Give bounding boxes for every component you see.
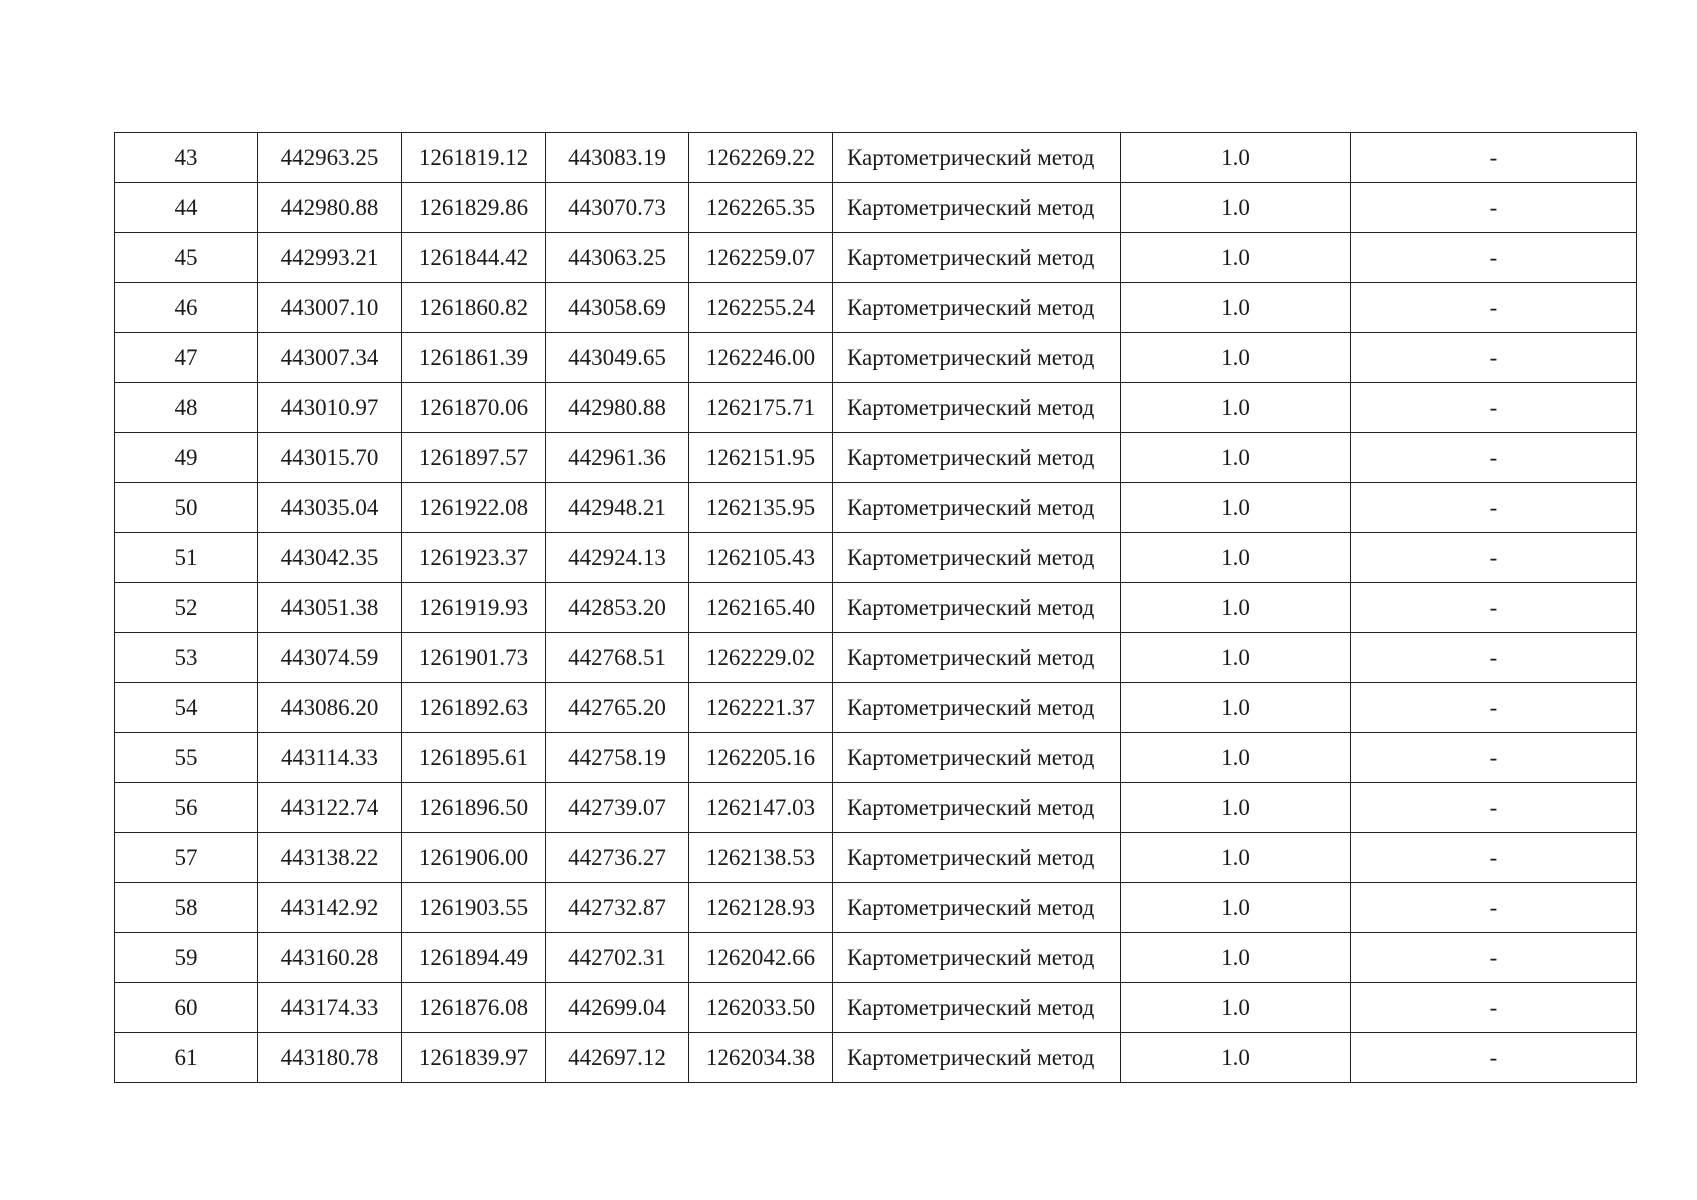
method-cell: Картометрический метод xyxy=(833,733,1121,783)
existing-x-cell: 443015.70 xyxy=(258,433,402,483)
table-row xyxy=(115,733,1637,783)
new-y-cell: 1262033.50 xyxy=(689,983,833,1033)
coordinates-table-body xyxy=(115,133,1637,1083)
accuracy-cell: 1.0 xyxy=(1121,283,1351,333)
new-x-cell: 442739.07 xyxy=(546,783,689,833)
existing-x-cell: 443114.33 xyxy=(258,733,402,783)
method-cell: Картометрический метод xyxy=(833,433,1121,483)
table-row xyxy=(115,983,1637,1033)
description-cell: - xyxy=(1351,533,1637,583)
new-x-cell: 442702.31 xyxy=(546,933,689,983)
table-row xyxy=(115,833,1637,883)
accuracy-cell: 1.0 xyxy=(1121,1033,1351,1083)
accuracy-cell: 1.0 xyxy=(1121,183,1351,233)
method-cell: Картометрический метод xyxy=(833,583,1121,633)
method-cell: Картометрический метод xyxy=(833,833,1121,883)
existing-y-cell: 1261901.73 xyxy=(402,633,546,683)
table-row xyxy=(115,683,1637,733)
existing-y-cell: 1261906.00 xyxy=(402,833,546,883)
accuracy-cell: 1.0 xyxy=(1121,783,1351,833)
point-number-cell: 47 xyxy=(115,333,258,383)
method-cell: Картометрический метод xyxy=(833,883,1121,933)
method-cell: Картометрический метод xyxy=(833,133,1121,183)
existing-y-cell: 1261922.08 xyxy=(402,483,546,533)
accuracy-cell: 1.0 xyxy=(1121,683,1351,733)
table-row xyxy=(115,783,1637,833)
description-cell: - xyxy=(1351,883,1637,933)
existing-y-cell: 1261839.97 xyxy=(402,1033,546,1083)
existing-x-cell: 443007.34 xyxy=(258,333,402,383)
existing-x-cell: 443122.74 xyxy=(258,783,402,833)
point-number-cell: 60 xyxy=(115,983,258,1033)
description-cell: - xyxy=(1351,383,1637,433)
existing-y-cell: 1261897.57 xyxy=(402,433,546,483)
existing-x-cell: 443142.92 xyxy=(258,883,402,933)
new-x-cell: 443049.65 xyxy=(546,333,689,383)
new-y-cell: 1262259.07 xyxy=(689,233,833,283)
method-cell: Картометрический метод xyxy=(833,283,1121,333)
description-cell: - xyxy=(1351,183,1637,233)
existing-y-cell: 1261923.37 xyxy=(402,533,546,583)
existing-x-cell: 443074.59 xyxy=(258,633,402,683)
method-cell: Картометрический метод xyxy=(833,1033,1121,1083)
description-cell: - xyxy=(1351,1033,1637,1083)
accuracy-cell: 1.0 xyxy=(1121,383,1351,433)
method-cell: Картометрический метод xyxy=(833,483,1121,533)
accuracy-cell: 1.0 xyxy=(1121,633,1351,683)
table-row xyxy=(115,633,1637,683)
new-y-cell: 1262229.02 xyxy=(689,633,833,683)
table-row xyxy=(115,383,1637,433)
existing-x-cell: 443138.22 xyxy=(258,833,402,883)
point-number-cell: 48 xyxy=(115,383,258,433)
table-row xyxy=(115,333,1637,383)
description-cell: - xyxy=(1351,283,1637,333)
existing-x-cell: 442980.88 xyxy=(258,183,402,233)
new-x-cell: 443070.73 xyxy=(546,183,689,233)
existing-x-cell: 443051.38 xyxy=(258,583,402,633)
existing-y-cell: 1261894.49 xyxy=(402,933,546,983)
new-y-cell: 1262269.22 xyxy=(689,133,833,183)
new-x-cell: 442853.20 xyxy=(546,583,689,633)
existing-y-cell: 1261829.86 xyxy=(402,183,546,233)
description-cell: - xyxy=(1351,933,1637,983)
description-cell: - xyxy=(1351,433,1637,483)
new-x-cell: 442699.04 xyxy=(546,983,689,1033)
existing-y-cell: 1261892.63 xyxy=(402,683,546,733)
description-cell: - xyxy=(1351,483,1637,533)
point-number-cell: 50 xyxy=(115,483,258,533)
existing-x-cell: 443160.28 xyxy=(258,933,402,983)
point-number-cell: 58 xyxy=(115,883,258,933)
point-number-cell: 45 xyxy=(115,233,258,283)
existing-x-cell: 443174.33 xyxy=(258,983,402,1033)
accuracy-cell: 1.0 xyxy=(1121,583,1351,633)
new-x-cell: 443063.25 xyxy=(546,233,689,283)
new-x-cell: 442924.13 xyxy=(546,533,689,583)
description-cell: - xyxy=(1351,583,1637,633)
new-x-cell: 442768.51 xyxy=(546,633,689,683)
point-number-cell: 55 xyxy=(115,733,258,783)
accuracy-cell: 1.0 xyxy=(1121,983,1351,1033)
new-x-cell: 442980.88 xyxy=(546,383,689,433)
method-cell: Картометрический метод xyxy=(833,983,1121,1033)
new-y-cell: 1262265.35 xyxy=(689,183,833,233)
existing-y-cell: 1261860.82 xyxy=(402,283,546,333)
accuracy-cell: 1.0 xyxy=(1121,233,1351,283)
point-number-cell: 61 xyxy=(115,1033,258,1083)
description-cell: - xyxy=(1351,833,1637,883)
new-y-cell: 1262135.95 xyxy=(689,483,833,533)
method-cell: Картометрический метод xyxy=(833,633,1121,683)
description-cell: - xyxy=(1351,133,1637,183)
new-y-cell: 1262138.53 xyxy=(689,833,833,883)
new-x-cell: 442697.12 xyxy=(546,1033,689,1083)
coordinates-table xyxy=(114,132,1637,1083)
existing-x-cell: 443042.35 xyxy=(258,533,402,583)
table-row xyxy=(115,133,1637,183)
table-row xyxy=(115,483,1637,533)
method-cell: Картометрический метод xyxy=(833,383,1121,433)
table-row xyxy=(115,283,1637,333)
existing-y-cell: 1261861.39 xyxy=(402,333,546,383)
new-y-cell: 1262175.71 xyxy=(689,383,833,433)
description-cell: - xyxy=(1351,333,1637,383)
accuracy-cell: 1.0 xyxy=(1121,533,1351,583)
method-cell: Картометрический метод xyxy=(833,233,1121,283)
table-row xyxy=(115,533,1637,583)
description-cell: - xyxy=(1351,983,1637,1033)
new-y-cell: 1262042.66 xyxy=(689,933,833,983)
existing-y-cell: 1261819.12 xyxy=(402,133,546,183)
point-number-cell: 52 xyxy=(115,583,258,633)
existing-x-cell: 443035.04 xyxy=(258,483,402,533)
new-x-cell: 443058.69 xyxy=(546,283,689,333)
point-number-cell: 49 xyxy=(115,433,258,483)
table-row xyxy=(115,1033,1637,1083)
accuracy-cell: 1.0 xyxy=(1121,933,1351,983)
table-row xyxy=(115,183,1637,233)
method-cell: Картометрический метод xyxy=(833,333,1121,383)
table-row xyxy=(115,883,1637,933)
accuracy-cell: 1.0 xyxy=(1121,833,1351,883)
method-cell: Картометрический метод xyxy=(833,783,1121,833)
description-cell: - xyxy=(1351,233,1637,283)
point-number-cell: 53 xyxy=(115,633,258,683)
point-number-cell: 43 xyxy=(115,133,258,183)
new-x-cell: 442758.19 xyxy=(546,733,689,783)
existing-y-cell: 1261896.50 xyxy=(402,783,546,833)
point-number-cell: 51 xyxy=(115,533,258,583)
new-y-cell: 1262255.24 xyxy=(689,283,833,333)
new-y-cell: 1262105.43 xyxy=(689,533,833,583)
new-x-cell: 442765.20 xyxy=(546,683,689,733)
point-number-cell: 54 xyxy=(115,683,258,733)
accuracy-cell: 1.0 xyxy=(1121,883,1351,933)
table-row xyxy=(115,433,1637,483)
accuracy-cell: 1.0 xyxy=(1121,483,1351,533)
existing-x-cell: 443010.97 xyxy=(258,383,402,433)
point-number-cell: 46 xyxy=(115,283,258,333)
coordinates-document xyxy=(114,132,1637,1083)
existing-x-cell: 443007.10 xyxy=(258,283,402,333)
new-y-cell: 1262151.95 xyxy=(689,433,833,483)
new-y-cell: 1262034.38 xyxy=(689,1033,833,1083)
new-y-cell: 1262246.00 xyxy=(689,333,833,383)
method-cell: Картометрический метод xyxy=(833,183,1121,233)
existing-y-cell: 1261903.55 xyxy=(402,883,546,933)
new-x-cell: 442961.36 xyxy=(546,433,689,483)
new-x-cell: 443083.19 xyxy=(546,133,689,183)
point-number-cell: 59 xyxy=(115,933,258,983)
description-cell: - xyxy=(1351,783,1637,833)
existing-x-cell: 443086.20 xyxy=(258,683,402,733)
method-cell: Картометрический метод xyxy=(833,933,1121,983)
new-x-cell: 442736.27 xyxy=(546,833,689,883)
new-y-cell: 1262205.16 xyxy=(689,733,833,783)
existing-x-cell: 443180.78 xyxy=(258,1033,402,1083)
existing-y-cell: 1261919.93 xyxy=(402,583,546,633)
new-y-cell: 1262147.03 xyxy=(689,783,833,833)
accuracy-cell: 1.0 xyxy=(1121,433,1351,483)
point-number-cell: 57 xyxy=(115,833,258,883)
point-number-cell: 44 xyxy=(115,183,258,233)
table-row xyxy=(115,583,1637,633)
new-x-cell: 442948.21 xyxy=(546,483,689,533)
description-cell: - xyxy=(1351,683,1637,733)
accuracy-cell: 1.0 xyxy=(1121,133,1351,183)
existing-y-cell: 1261876.08 xyxy=(402,983,546,1033)
new-y-cell: 1262165.40 xyxy=(689,583,833,633)
accuracy-cell: 1.0 xyxy=(1121,733,1351,783)
point-number-cell: 56 xyxy=(115,783,258,833)
existing-y-cell: 1261844.42 xyxy=(402,233,546,283)
accuracy-cell: 1.0 xyxy=(1121,333,1351,383)
existing-x-cell: 442993.21 xyxy=(258,233,402,283)
table-row xyxy=(115,233,1637,283)
new-y-cell: 1262128.93 xyxy=(689,883,833,933)
method-cell: Картометрический метод xyxy=(833,683,1121,733)
new-x-cell: 442732.87 xyxy=(546,883,689,933)
description-cell: - xyxy=(1351,733,1637,783)
existing-y-cell: 1261870.06 xyxy=(402,383,546,433)
new-y-cell: 1262221.37 xyxy=(689,683,833,733)
existing-x-cell: 442963.25 xyxy=(258,133,402,183)
method-cell: Картометрический метод xyxy=(833,533,1121,583)
existing-y-cell: 1261895.61 xyxy=(402,733,546,783)
description-cell: - xyxy=(1351,633,1637,683)
table-row xyxy=(115,933,1637,983)
